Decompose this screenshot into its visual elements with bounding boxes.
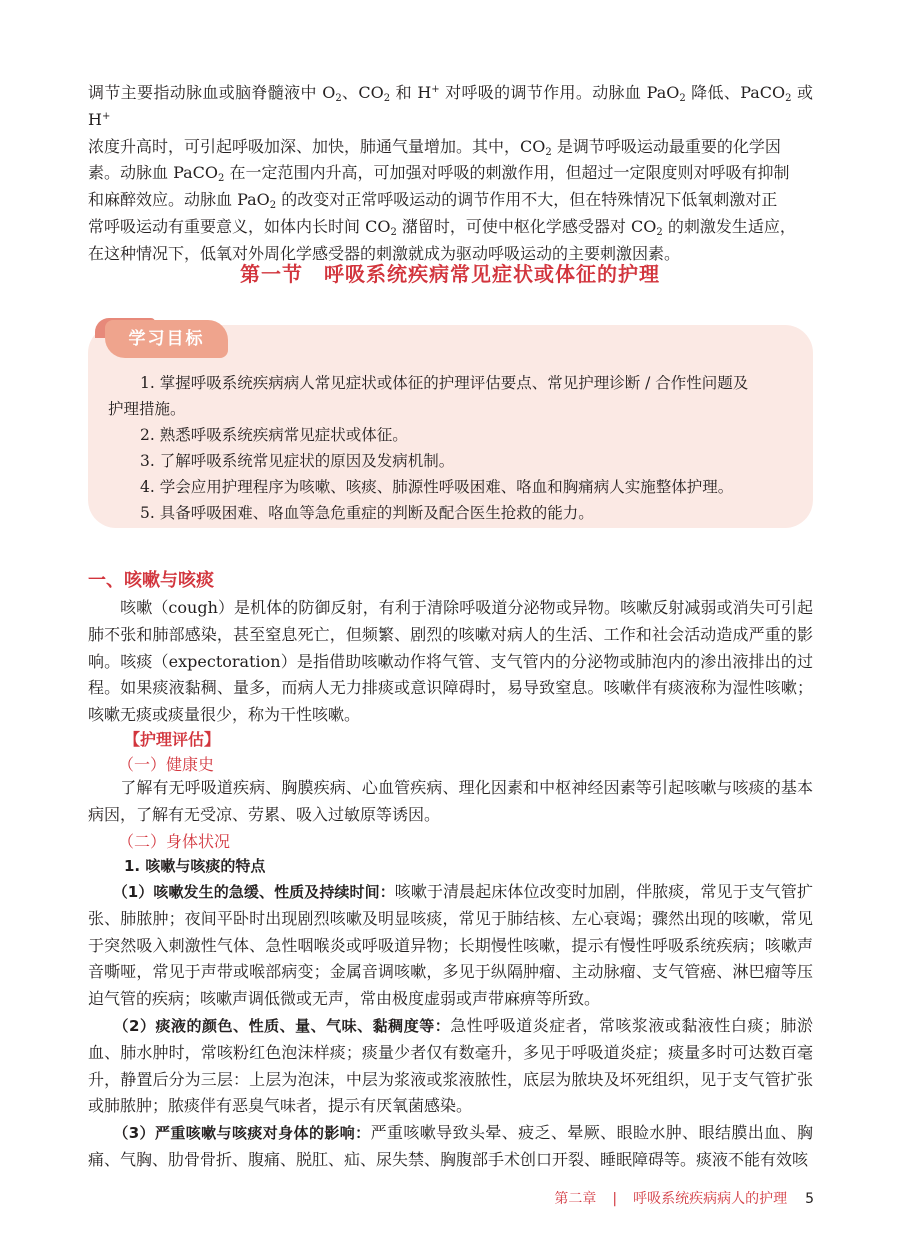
feature-item-1-lead: （1）咳嗽发生的急缓、性质及持续时间： [120,883,395,901]
feature-item-1 [88,879,813,1013]
page-footer [554,1188,814,1208]
objective-item-2: 2. 熟悉呼吸系统疾病常见症状或体征。 [140,426,408,444]
intro-line-6: 在这种情况下，低氧对外周化学感受器的刺激就成为驱动呼吸运动的主要刺激因素。 [88,243,681,263]
objective-item-1-cont: 护理措施。 [108,400,186,418]
intro-line-3: 素。动脉血 PaCO$_2$ 在一定范围内升高，可加强对呼吸的刺激作用，但超过一定限度则对呼吸有抑制 [88,163,790,185]
physical-status-heading: （二）身体状况 [118,832,231,851]
health-history-heading: （一）健康史 [118,755,215,774]
feature-item-3 [88,1120,813,1174]
feature-item-2-lead: （2）痰液的颜色、性质、量、气味、黏稠度等： [121,1017,451,1035]
feature-item-3-lead: （3）严重咳嗽与咳痰对身体的影响： [120,1124,371,1142]
page-number: 5 [805,1191,814,1207]
footer-chapter: 第二章 [554,1191,597,1207]
health-history-paragraph: 了解有无呼吸道疾病、胸膜疾病、心血管疾病、理化因素和中枢神经因素等引起咳嗽与咳痰的基本病因，了解有无受凉、劳累、吸入过敏原等诱因。 [88,778,813,824]
intro-paragraph [88,80,813,268]
features-heading: 1. 咳嗽与咳痰的特点 [124,857,266,875]
objective-item-4: 4. 学会应用护理程序为咳嗽、咳痰、肺源性呼吸困难、咯血和胸痛病人实施整体护理。 [140,478,734,496]
objectives-tab-label: 学习目标 [105,320,228,358]
intro-line-5: 常呼吸运动有重要意义，如体内长时间 $CO_2$ 潴留时，可使中枢化学感受器对 $CO_2$ 的刺激发生适应， [88,216,796,238]
section-title: 第一节 呼吸系统疾病常见症状或体征的护理 [240,262,660,286]
feature-item-2-text: 急性呼吸道炎症者，常咳浆液或黏液性白痰；肺淤血、肺水肿时，常咳粉红色泡沫样痰；痰量少者仅有数毫升，多见于呼吸道炎症；痰量多时可达数百毫升，静置后分为三层：上层为泡沫，中层为浆液或浆液脓性，底层为脓块及坏死组织，见于支气管扩张或肺脓肿；脓痰伴有恶臭气味者，提示有厌氧菌感染。 [88,1016,813,1116]
intro-line-4: 和麻醉效应。动脉血 PaO$_2$ 的改变对正常呼吸运动的调节作用不大，但在特殊情况下低氧刺激对正 [88,190,778,212]
feature-item-1-text: 咳嗽于清晨起床体位改变时加剧，伴脓痰，常见于支气管扩张、肺脓肿；夜间平卧时出现剧烈咳嗽及明显咳痰，常见于肺结核、左心衰竭；骤然出现的咳嗽，常见于突然吸入刺激性气体、急性咽喉炎或呼吸道异物；长期慢性咳嗽，提示有慢性呼吸系统疾病；咳嗽声音嘶哑，常见于声带或喉部病变；金属音调咳嗽，多见于纵隔肿瘤、主动脉瘤、支气管癌、淋巴瘤等压迫气管的疾病；咳嗽声调低微或无声，常由极度虚弱或声带麻痹等所致。 [88,882,813,1009]
footer-title: 呼吸系统疾病病人的护理 [633,1191,788,1207]
intro-line-1: 调节主要指动脉血或脑脊髓液中 $O_2$、$CO_2$ 和 H+ 对呼吸的调节作用。动脉血 PaO$_2$ 降低、PaCO$_2$ 或 H+ [88,83,813,129]
cough-intro-paragraph: 咳嗽（cough）是机体的防御反射，有利于清除呼吸道分泌物或异物。咳嗽反射减弱或消失可引起肺不张和肺部感染，甚至窒息死亡，但频繁、剧烈的咳嗽对病人的生活、工作和社会活动造成严重的影响。咳痰（expectoration）是指借助咳嗽动作将气管、支气管内的分泌物或肺泡内的渗出液排出的过程。如果痰液黏稠、量多，而病人无力排痰或意识障碍时，易导致窒息。咳嗽伴有痰液称为湿性咳嗽；咳嗽无痰或痰量很少，称为干性咳嗽。 [88,598,813,725]
feature-item-3-text: 严重咳嗽导致头晕、疲乏、晕厥、眼睑水肿、眼结膜出血、胸痛、气胸、肋骨骨折、腹痛、脱肛、疝、尿失禁、胸腹部手术创口开裂、睡眠障碍等。痰液不能有效咳 [88,1123,813,1169]
objective-item-1: 1. 掌握呼吸系统疾病病人常见症状或体征的护理评估要点、常见护理诊断 / 合作性问题及 [140,374,749,392]
heading-cough-expectoration: 一、咳嗽与咳痰 [88,570,214,591]
objective-item-5: 5. 具备呼吸困难、咯血等急危重症的判断及配合医生抢救的能力。 [140,504,594,522]
feature-item-2 [88,1013,813,1120]
footer-separator: | [612,1191,618,1207]
nursing-assessment-heading: 【护理评估】 [124,730,221,749]
intro-line-2: 浓度升高时，可引起呼吸加深、加快，肺通气量增加。其中，$CO_2$ 是调节呼吸运动最重要的化学因 [88,136,781,158]
objective-item-3: 3. 了解呼吸系统常见症状的原因及发病机制。 [140,452,455,470]
